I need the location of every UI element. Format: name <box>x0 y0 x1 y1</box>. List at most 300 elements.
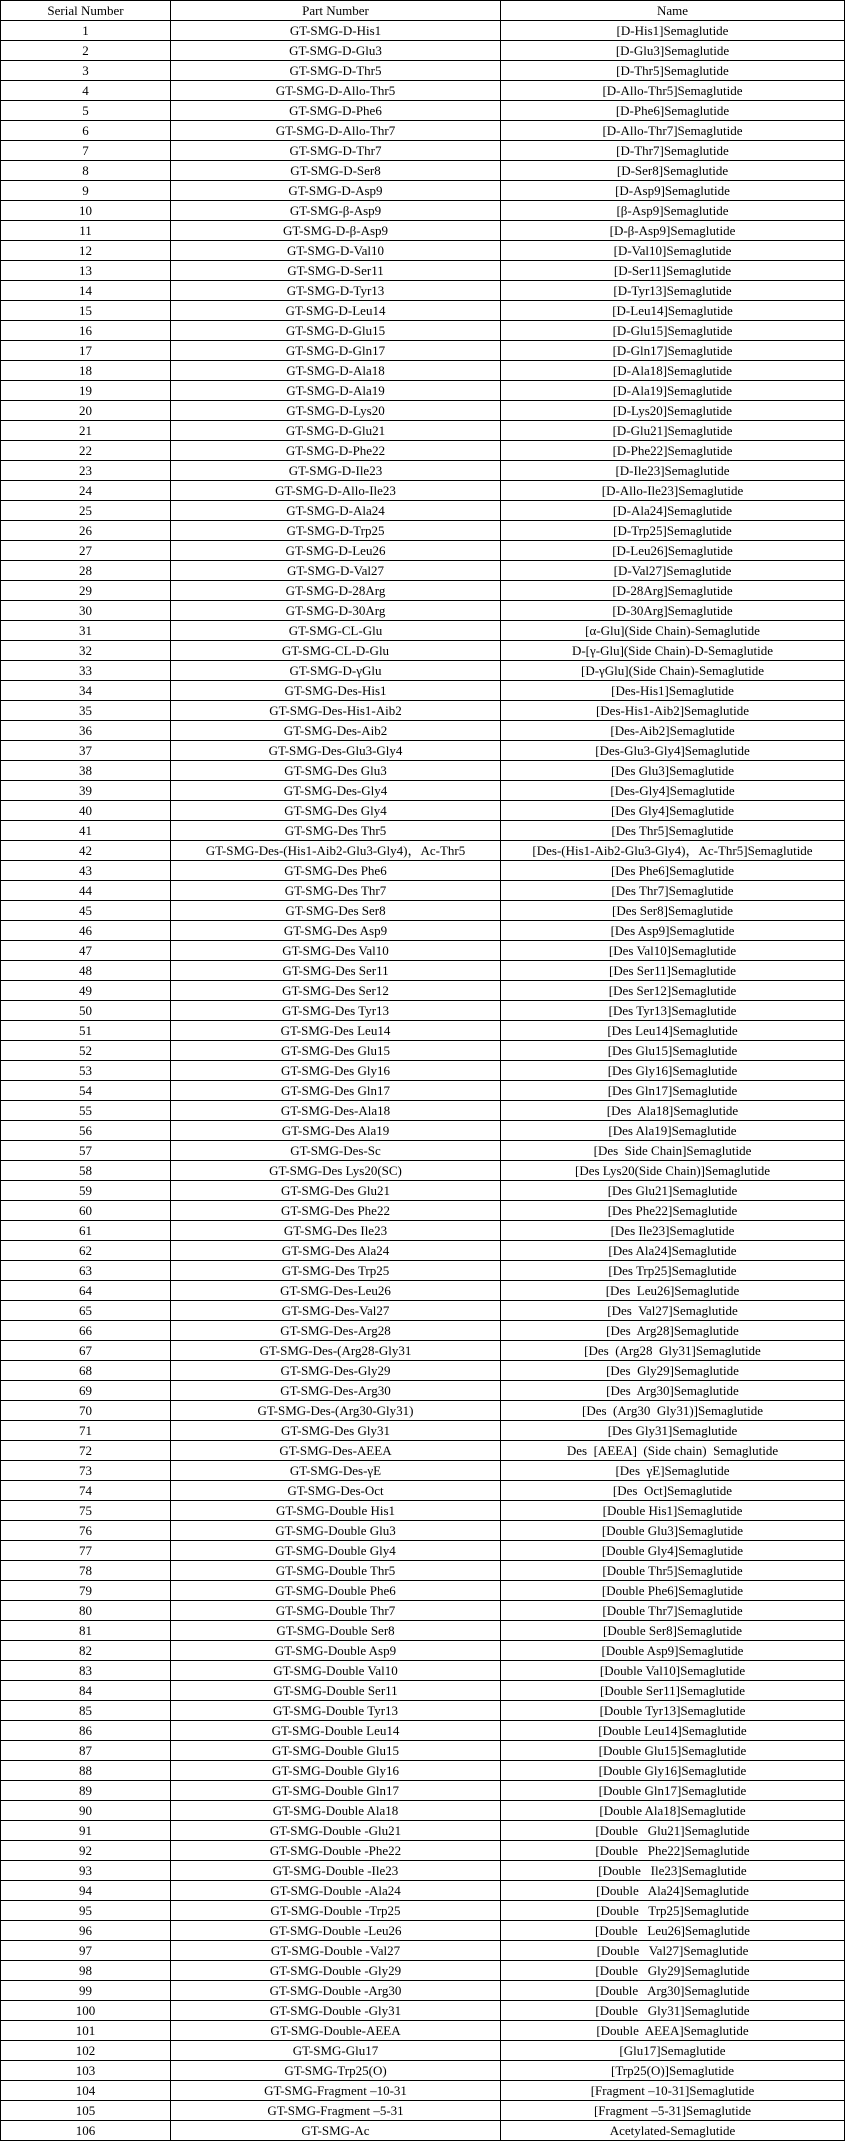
cell-name: [Des (Arg28 Gly31]Semaglutide <box>501 1341 845 1361</box>
table-row <box>1 1361 845 1381</box>
cell-part-number: GT-SMG-Des Ile23 <box>171 1221 501 1241</box>
table-row <box>1 1021 845 1041</box>
cell-name: [Fragment –10-31]Semaglutide <box>501 2081 845 2101</box>
cell-part-number: GT-SMG-Double -Gly31 <box>171 2001 501 2021</box>
table-row <box>1 1321 845 1341</box>
cell-part-number: GT-SMG-Des-AEEA <box>171 1441 501 1461</box>
cell-name: [Des Ser8]Semaglutide <box>501 901 845 921</box>
cell-serial-number: 61 <box>1 1221 171 1241</box>
cell-serial-number: 65 <box>1 1301 171 1321</box>
cell-name: [Des-His1-Aib2]Semaglutide <box>501 701 845 721</box>
cell-serial-number: 64 <box>1 1281 171 1301</box>
cell-serial-number: 52 <box>1 1041 171 1061</box>
cell-name: [Des Ala19]Semaglutide <box>501 1121 845 1141</box>
cell-name: [Des Lys20(Side Chain)]Semaglutide <box>501 1161 845 1181</box>
cell-name: Acetylated-Semaglutide <box>501 2121 845 2141</box>
cell-serial-number: 21 <box>1 421 171 441</box>
cell-name: [D-Glu3]Semaglutide <box>501 41 845 61</box>
cell-serial-number: 55 <box>1 1101 171 1121</box>
cell-serial-number: 79 <box>1 1581 171 1601</box>
cell-part-number: GT-SMG-D-Leu14 <box>171 301 501 321</box>
cell-serial-number: 85 <box>1 1701 171 1721</box>
cell-serial-number: 73 <box>1 1461 171 1481</box>
cell-name: [Fragment –5-31]Semaglutide <box>501 2101 845 2121</box>
cell-part-number: GT-SMG-Des-Val27 <box>171 1301 501 1321</box>
table-row <box>1 461 845 481</box>
cell-serial-number: 36 <box>1 721 171 741</box>
table-row <box>1 41 845 61</box>
cell-part-number: GT-SMG-Double Glu3 <box>171 1521 501 1541</box>
cell-name: [D-His1]Semaglutide <box>501 21 845 41</box>
table-row <box>1 1241 845 1261</box>
table-row <box>1 2081 845 2101</box>
cell-part-number: GT-SMG-D-Allo-Ile23 <box>171 481 501 501</box>
cell-part-number: GT-SMG-Des-Leu26 <box>171 1281 501 1301</box>
cell-name: [D-Ala24]Semaglutide <box>501 501 845 521</box>
table-row <box>1 1981 845 2001</box>
cell-serial-number: 66 <box>1 1321 171 1341</box>
cell-part-number: GT-SMG-Double Ser8 <box>171 1621 501 1641</box>
table-row <box>1 1181 845 1201</box>
table-row <box>1 1721 845 1741</box>
table-row <box>1 801 845 821</box>
cell-name: [Des Glu3]Semaglutide <box>501 761 845 781</box>
cell-part-number: GT-SMG-D-Ser11 <box>171 261 501 281</box>
cell-serial-number: 103 <box>1 2061 171 2081</box>
cell-name: [Des Gln17]Semaglutide <box>501 1081 845 1101</box>
cell-serial-number: 97 <box>1 1941 171 1961</box>
table-row <box>1 521 845 541</box>
cell-name: [Double Thr7]Semaglutide <box>501 1601 845 1621</box>
cell-name: [D-Ala18]Semaglutide <box>501 361 845 381</box>
table-row <box>1 981 845 1001</box>
cell-name: Des [AEEA] (Side chain) Semaglutide <box>501 1441 845 1461</box>
cell-part-number: GT-SMG-CL-Glu <box>171 621 501 641</box>
cell-name: [D-Tyr13]Semaglutide <box>501 281 845 301</box>
table-row <box>1 2061 845 2081</box>
cell-part-number: GT-SMG-Double His1 <box>171 1501 501 1521</box>
cell-serial-number: 67 <box>1 1341 171 1361</box>
cell-part-number: GT-SMG-Des-Oct <box>171 1481 501 1501</box>
cell-name: [Double Gly4]Semaglutide <box>501 1541 845 1561</box>
cell-part-number: GT-SMG-D-Asp9 <box>171 181 501 201</box>
cell-serial-number: 58 <box>1 1161 171 1181</box>
cell-part-number: GT-SMG-Des Ser8 <box>171 901 501 921</box>
cell-name: [Double Asp9]Semaglutide <box>501 1641 845 1661</box>
cell-name: [D-Leu14]Semaglutide <box>501 301 845 321</box>
cell-part-number: GT-SMG-Double -Gly29 <box>171 1961 501 1981</box>
cell-part-number: GT-SMG-D-Leu26 <box>171 541 501 561</box>
table-row <box>1 1681 845 1701</box>
cell-name: [Des Glu15]Semaglutide <box>501 1041 845 1061</box>
cell-serial-number: 35 <box>1 701 171 721</box>
cell-serial-number: 57 <box>1 1141 171 1161</box>
table-row <box>1 1121 845 1141</box>
cell-name: D-[γ-Glu](Side Chain)-D-Semaglutide <box>501 641 845 661</box>
cell-serial-number: 37 <box>1 741 171 761</box>
cell-part-number: GT-SMG-Des Glu15 <box>171 1041 501 1061</box>
table-row <box>1 1001 845 1021</box>
table-row <box>1 1701 845 1721</box>
cell-name: [Des Thr7]Semaglutide <box>501 881 845 901</box>
table-header-row <box>1 1 845 21</box>
cell-part-number: GT-SMG-Double-AEEA <box>171 2021 501 2041</box>
cell-serial-number: 99 <box>1 1981 171 2001</box>
cell-part-number: GT-SMG-Des-Sc <box>171 1141 501 1161</box>
table-row <box>1 161 845 181</box>
cell-name: [Des-His1]Semaglutide <box>501 681 845 701</box>
header-part-number: Part Number <box>171 1 501 21</box>
cell-serial-number: 86 <box>1 1721 171 1741</box>
cell-serial-number: 100 <box>1 2001 171 2021</box>
cell-name: [Double AEEA]Semaglutide <box>501 2021 845 2041</box>
table-row <box>1 541 845 561</box>
cell-name: [Glu17]Semaglutide <box>501 2041 845 2061</box>
cell-serial-number: 88 <box>1 1761 171 1781</box>
cell-name: [D-Allo-Thr5]Semaglutide <box>501 81 845 101</box>
cell-part-number: GT-SMG-D-Ser8 <box>171 161 501 181</box>
table-row <box>1 201 845 221</box>
cell-part-number: GT-SMG-Double -Leu26 <box>171 1921 501 1941</box>
cell-part-number: GT-SMG-Des Leu14 <box>171 1021 501 1041</box>
cell-serial-number: 40 <box>1 801 171 821</box>
cell-serial-number: 20 <box>1 401 171 421</box>
table-row <box>1 1101 845 1121</box>
cell-serial-number: 98 <box>1 1961 171 1981</box>
cell-name: [Des Leu26]Semaglutide <box>501 1281 845 1301</box>
cell-name: [D-Allo-Ile23]Semaglutide <box>501 481 845 501</box>
cell-name: [D-Trp25]Semaglutide <box>501 521 845 541</box>
cell-part-number: GT-SMG-Double -Phe22 <box>171 1841 501 1861</box>
cell-part-number: GT-SMG-Double -Ile23 <box>171 1861 501 1881</box>
cell-part-number: GT-SMG-Des-(Arg28-Gly31 <box>171 1341 501 1361</box>
cell-part-number: GT-SMG-Double -Val27 <box>171 1941 501 1961</box>
cell-part-number: GT-SMG-Des Gly31 <box>171 1421 501 1441</box>
cell-part-number: GT-SMG-Des Ala19 <box>171 1121 501 1141</box>
cell-part-number: GT-SMG-D-Val27 <box>171 561 501 581</box>
cell-serial-number: 4 <box>1 81 171 101</box>
cell-part-number: GT-SMG-Des Gly16 <box>171 1061 501 1081</box>
cell-name: [Des (Arg30 Gly31)]Semaglutide <box>501 1401 845 1421</box>
cell-part-number: GT-SMG-Double Leu14 <box>171 1721 501 1741</box>
cell-serial-number: 28 <box>1 561 171 581</box>
table-row <box>1 1821 845 1841</box>
cell-part-number: GT-SMG-D-Ala18 <box>171 361 501 381</box>
cell-part-number: GT-SMG-D-Allo-Thr7 <box>171 121 501 141</box>
cell-serial-number: 72 <box>1 1441 171 1461</box>
table-row <box>1 961 845 981</box>
cell-serial-number: 96 <box>1 1921 171 1941</box>
cell-serial-number: 18 <box>1 361 171 381</box>
cell-part-number: GT-SMG-Ac <box>171 2121 501 2141</box>
cell-serial-number: 10 <box>1 201 171 221</box>
cell-serial-number: 8 <box>1 161 171 181</box>
cell-part-number: GT-SMG-Des-(Arg30-Gly31) <box>171 1401 501 1421</box>
cell-part-number: GT-SMG-D-Phe6 <box>171 101 501 121</box>
cell-name: [Des Arg28]Semaglutide <box>501 1321 845 1341</box>
cell-serial-number: 19 <box>1 381 171 401</box>
cell-serial-number: 63 <box>1 1261 171 1281</box>
cell-part-number: GT-SMG-Double Gly16 <box>171 1761 501 1781</box>
cell-name: [D-Gln17]Semaglutide <box>501 341 845 361</box>
cell-part-number: GT-SMG-D-30Arg <box>171 601 501 621</box>
cell-serial-number: 48 <box>1 961 171 981</box>
cell-part-number: GT-SMG-Double Thr5 <box>171 1561 501 1581</box>
table-row <box>1 361 845 381</box>
table-row <box>1 241 845 261</box>
cell-name: [Double Leu26]Semaglutide <box>501 1921 845 1941</box>
cell-name: [D-Ile23]Semaglutide <box>501 461 845 481</box>
cell-serial-number: 12 <box>1 241 171 261</box>
cell-part-number: GT-SMG-Double Tyr13 <box>171 1701 501 1721</box>
table-body <box>1 21 845 2141</box>
cell-serial-number: 6 <box>1 121 171 141</box>
cell-serial-number: 23 <box>1 461 171 481</box>
cell-name: [D-Ser11]Semaglutide <box>501 261 845 281</box>
cell-name: [D-Thr5]Semaglutide <box>501 61 845 81</box>
cell-name: [Double Tyr13]Semaglutide <box>501 1701 845 1721</box>
cell-name: [Des γE]Semaglutide <box>501 1461 845 1481</box>
table-row <box>1 1061 845 1081</box>
table-row <box>1 621 845 641</box>
cell-name: [Des Side Chain]Semaglutide <box>501 1141 845 1161</box>
cell-name: [Des Phe6]Semaglutide <box>501 861 845 881</box>
cell-name: [D-Thr7]Semaglutide <box>501 141 845 161</box>
cell-part-number: GT-SMG-Double Phe6 <box>171 1581 501 1601</box>
cell-part-number: GT-SMG-Des-Arg30 <box>171 1381 501 1401</box>
cell-part-number: GT-SMG-Des Val10 <box>171 941 501 961</box>
cell-serial-number: 91 <box>1 1821 171 1841</box>
table-row <box>1 1261 845 1281</box>
table-row <box>1 1601 845 1621</box>
cell-name: [Des Thr5]Semaglutide <box>501 821 845 841</box>
cell-name: [D-γGlu](Side Chain)-Semaglutide <box>501 661 845 681</box>
table-row <box>1 1161 845 1181</box>
cell-name: [Des Ser12]Semaglutide <box>501 981 845 1001</box>
cell-serial-number: 43 <box>1 861 171 881</box>
cell-name: [Des Trp25]Semaglutide <box>501 1261 845 1281</box>
cell-part-number: GT-SMG-D-Glu15 <box>171 321 501 341</box>
cell-serial-number: 93 <box>1 1861 171 1881</box>
table-row <box>1 1761 845 1781</box>
cell-part-number: GT-SMG-Des Thr7 <box>171 881 501 901</box>
cell-part-number: GT-SMG-Des Gln17 <box>171 1081 501 1101</box>
cell-part-number: GT-SMG-D-Gln17 <box>171 341 501 361</box>
table-row <box>1 601 845 621</box>
cell-serial-number: 54 <box>1 1081 171 1101</box>
cell-serial-number: 83 <box>1 1661 171 1681</box>
table-row <box>1 781 845 801</box>
cell-part-number: GT-SMG-Double Ala18 <box>171 1801 501 1821</box>
cell-serial-number: 89 <box>1 1781 171 1801</box>
table-row <box>1 681 845 701</box>
cell-serial-number: 76 <box>1 1521 171 1541</box>
cell-name: [Double Ser8]Semaglutide <box>501 1621 845 1641</box>
cell-serial-number: 31 <box>1 621 171 641</box>
cell-name: [D-Phe6]Semaglutide <box>501 101 845 121</box>
cell-name: [Des Tyr13]Semaglutide <box>501 1001 845 1021</box>
cell-serial-number: 16 <box>1 321 171 341</box>
cell-name: [Des Asp9]Semaglutide <box>501 921 845 941</box>
cell-part-number: GT-SMG-Des Gly4 <box>171 801 501 821</box>
cell-name: [Des Gly29]Semaglutide <box>501 1361 845 1381</box>
cell-name: [Double Gly31]Semaglutide <box>501 2001 845 2021</box>
table-row <box>1 741 845 761</box>
cell-name: [D-28Arg]Semaglutide <box>501 581 845 601</box>
cell-name: [Double Trp25]Semaglutide <box>501 1901 845 1921</box>
cell-name: [Double Arg30]Semaglutide <box>501 1981 845 2001</box>
cell-part-number: GT-SMG-D-Glu3 <box>171 41 501 61</box>
table-row <box>1 221 845 241</box>
table-row <box>1 261 845 281</box>
cell-name: [Des Phe22]Semaglutide <box>501 1201 845 1221</box>
cell-name: [Double Ile23]Semaglutide <box>501 1861 845 1881</box>
cell-serial-number: 29 <box>1 581 171 601</box>
cell-serial-number: 25 <box>1 501 171 521</box>
cell-name: [D-Val10]Semaglutide <box>501 241 845 261</box>
cell-part-number: GT-SMG-Des Phe6 <box>171 861 501 881</box>
cell-name: [Double Val27]Semaglutide <box>501 1941 845 1961</box>
cell-serial-number: 68 <box>1 1361 171 1381</box>
table-row <box>1 1961 845 1981</box>
cell-serial-number: 17 <box>1 341 171 361</box>
cell-serial-number: 101 <box>1 2021 171 2041</box>
table-row <box>1 1921 845 1941</box>
cell-serial-number: 81 <box>1 1621 171 1641</box>
cell-name: [Des Oct]Semaglutide <box>501 1481 845 1501</box>
cell-name: [Des Gly4]Semaglutide <box>501 801 845 821</box>
cell-serial-number: 78 <box>1 1561 171 1581</box>
table-row <box>1 661 845 681</box>
cell-part-number: GT-SMG-D-28Arg <box>171 581 501 601</box>
table-row <box>1 501 845 521</box>
cell-part-number: GT-SMG-Double Asp9 <box>171 1641 501 1661</box>
cell-serial-number: 45 <box>1 901 171 921</box>
cell-name: [Double Leu14]Semaglutide <box>501 1721 845 1741</box>
table-row <box>1 101 845 121</box>
cell-part-number: GT-SMG-Double -Ala24 <box>171 1881 501 1901</box>
cell-part-number: GT-SMG-D-Thr5 <box>171 61 501 81</box>
cell-serial-number: 92 <box>1 1841 171 1861</box>
cell-serial-number: 27 <box>1 541 171 561</box>
cell-part-number: GT-SMG-Fragment –5-31 <box>171 2101 501 2121</box>
cell-part-number: GT-SMG-D-Ile23 <box>171 461 501 481</box>
cell-serial-number: 41 <box>1 821 171 841</box>
cell-name: [Double Ala24]Semaglutide <box>501 1881 845 1901</box>
cell-name: [Des Ala18]Semaglutide <box>501 1101 845 1121</box>
table-row <box>1 2121 845 2141</box>
table-row <box>1 1441 845 1461</box>
table-row <box>1 1141 845 1161</box>
table-row <box>1 1621 845 1641</box>
cell-part-number: GT-SMG-Des Lys20(SC) <box>171 1161 501 1181</box>
table-row <box>1 1861 845 1881</box>
cell-serial-number: 5 <box>1 101 171 121</box>
table-row <box>1 1221 845 1241</box>
cell-name: [Double Phe6]Semaglutide <box>501 1581 845 1601</box>
cell-part-number: GT-SMG-Double Ser11 <box>171 1681 501 1701</box>
cell-serial-number: 69 <box>1 1381 171 1401</box>
cell-serial-number: 3 <box>1 61 171 81</box>
cell-name: [D-Leu26]Semaglutide <box>501 541 845 561</box>
table-row <box>1 401 845 421</box>
cell-part-number: GT-SMG-Double -Trp25 <box>171 1901 501 1921</box>
cell-name: [Double Ala18]Semaglutide <box>501 1801 845 1821</box>
table-row <box>1 1641 845 1661</box>
table-row <box>1 641 845 661</box>
cell-serial-number: 39 <box>1 781 171 801</box>
cell-serial-number: 49 <box>1 981 171 1001</box>
cell-name: [D-Glu21]Semaglutide <box>501 421 845 441</box>
header-name: Name <box>501 1 845 21</box>
cell-name: [Double Gln17]Semaglutide <box>501 1781 845 1801</box>
cell-name: [Des Gly16]Semaglutide <box>501 1061 845 1081</box>
cell-name: [Double Glu3]Semaglutide <box>501 1521 845 1541</box>
cell-name: [β-Asp9]Semaglutide <box>501 201 845 221</box>
cell-name: [Des Glu21]Semaglutide <box>501 1181 845 1201</box>
cell-serial-number: 59 <box>1 1181 171 1201</box>
cell-name: [Double Gly29]Semaglutide <box>501 1961 845 1981</box>
table-row <box>1 1481 845 1501</box>
table-row <box>1 1301 845 1321</box>
cell-name: [Des Val27]Semaglutide <box>501 1301 845 1321</box>
cell-name: [Des Ala24]Semaglutide <box>501 1241 845 1261</box>
cell-serial-number: 33 <box>1 661 171 681</box>
cell-part-number: GT-SMG-D-Ala24 <box>171 501 501 521</box>
cell-serial-number: 62 <box>1 1241 171 1261</box>
cell-part-number: GT-SMG-D-Val10 <box>171 241 501 261</box>
cell-name: [Des-Aib2]Semaglutide <box>501 721 845 741</box>
table-row <box>1 821 845 841</box>
cell-serial-number: 51 <box>1 1021 171 1041</box>
cell-name: [Double Glu15]Semaglutide <box>501 1741 845 1761</box>
cell-part-number: GT-SMG-Des-Glu3-Gly4 <box>171 741 501 761</box>
table-row <box>1 321 845 341</box>
cell-part-number: GT-SMG-Des Tyr13 <box>171 1001 501 1021</box>
table-row <box>1 1081 845 1101</box>
cell-part-number: GT-SMG-D-His1 <box>171 21 501 41</box>
cell-part-number: GT-SMG-Des Ser12 <box>171 981 501 1001</box>
cell-serial-number: 42 <box>1 841 171 861</box>
table-row <box>1 141 845 161</box>
table-row <box>1 881 845 901</box>
cell-part-number: GT-SMG-Double Gly4 <box>171 1541 501 1561</box>
cell-part-number: GT-SMG-Des-Gly4 <box>171 781 501 801</box>
table-row <box>1 1381 845 1401</box>
cell-name: [Trp25(O)]Semaglutide <box>501 2061 845 2081</box>
cell-part-number: GT-SMG-Des-γE <box>171 1461 501 1481</box>
cell-serial-number: 80 <box>1 1601 171 1621</box>
cell-serial-number: 87 <box>1 1741 171 1761</box>
table-row <box>1 1401 845 1421</box>
cell-part-number: GT-SMG-Des Ser11 <box>171 961 501 981</box>
table-row <box>1 1581 845 1601</box>
cell-serial-number: 105 <box>1 2101 171 2121</box>
cell-serial-number: 2 <box>1 41 171 61</box>
cell-serial-number: 84 <box>1 1681 171 1701</box>
cell-name: [Double Glu21]Semaglutide <box>501 1821 845 1841</box>
cell-part-number: GT-SMG-D-β-Asp9 <box>171 221 501 241</box>
table-row <box>1 1941 845 1961</box>
cell-name: [Des-Glu3-Gly4]Semaglutide <box>501 741 845 761</box>
cell-part-number: GT-SMG-Des-(His1-Aib2-Glu3-Gly4)，Ac-Thr5 <box>171 841 501 861</box>
cell-name: [Des Ile23]Semaglutide <box>501 1221 845 1241</box>
cell-part-number: GT-SMG-Double Gln17 <box>171 1781 501 1801</box>
cell-name: [Des Leu14]Semaglutide <box>501 1021 845 1041</box>
cell-serial-number: 102 <box>1 2041 171 2061</box>
cell-name: [Des-Gly4]Semaglutide <box>501 781 845 801</box>
cell-serial-number: 47 <box>1 941 171 961</box>
